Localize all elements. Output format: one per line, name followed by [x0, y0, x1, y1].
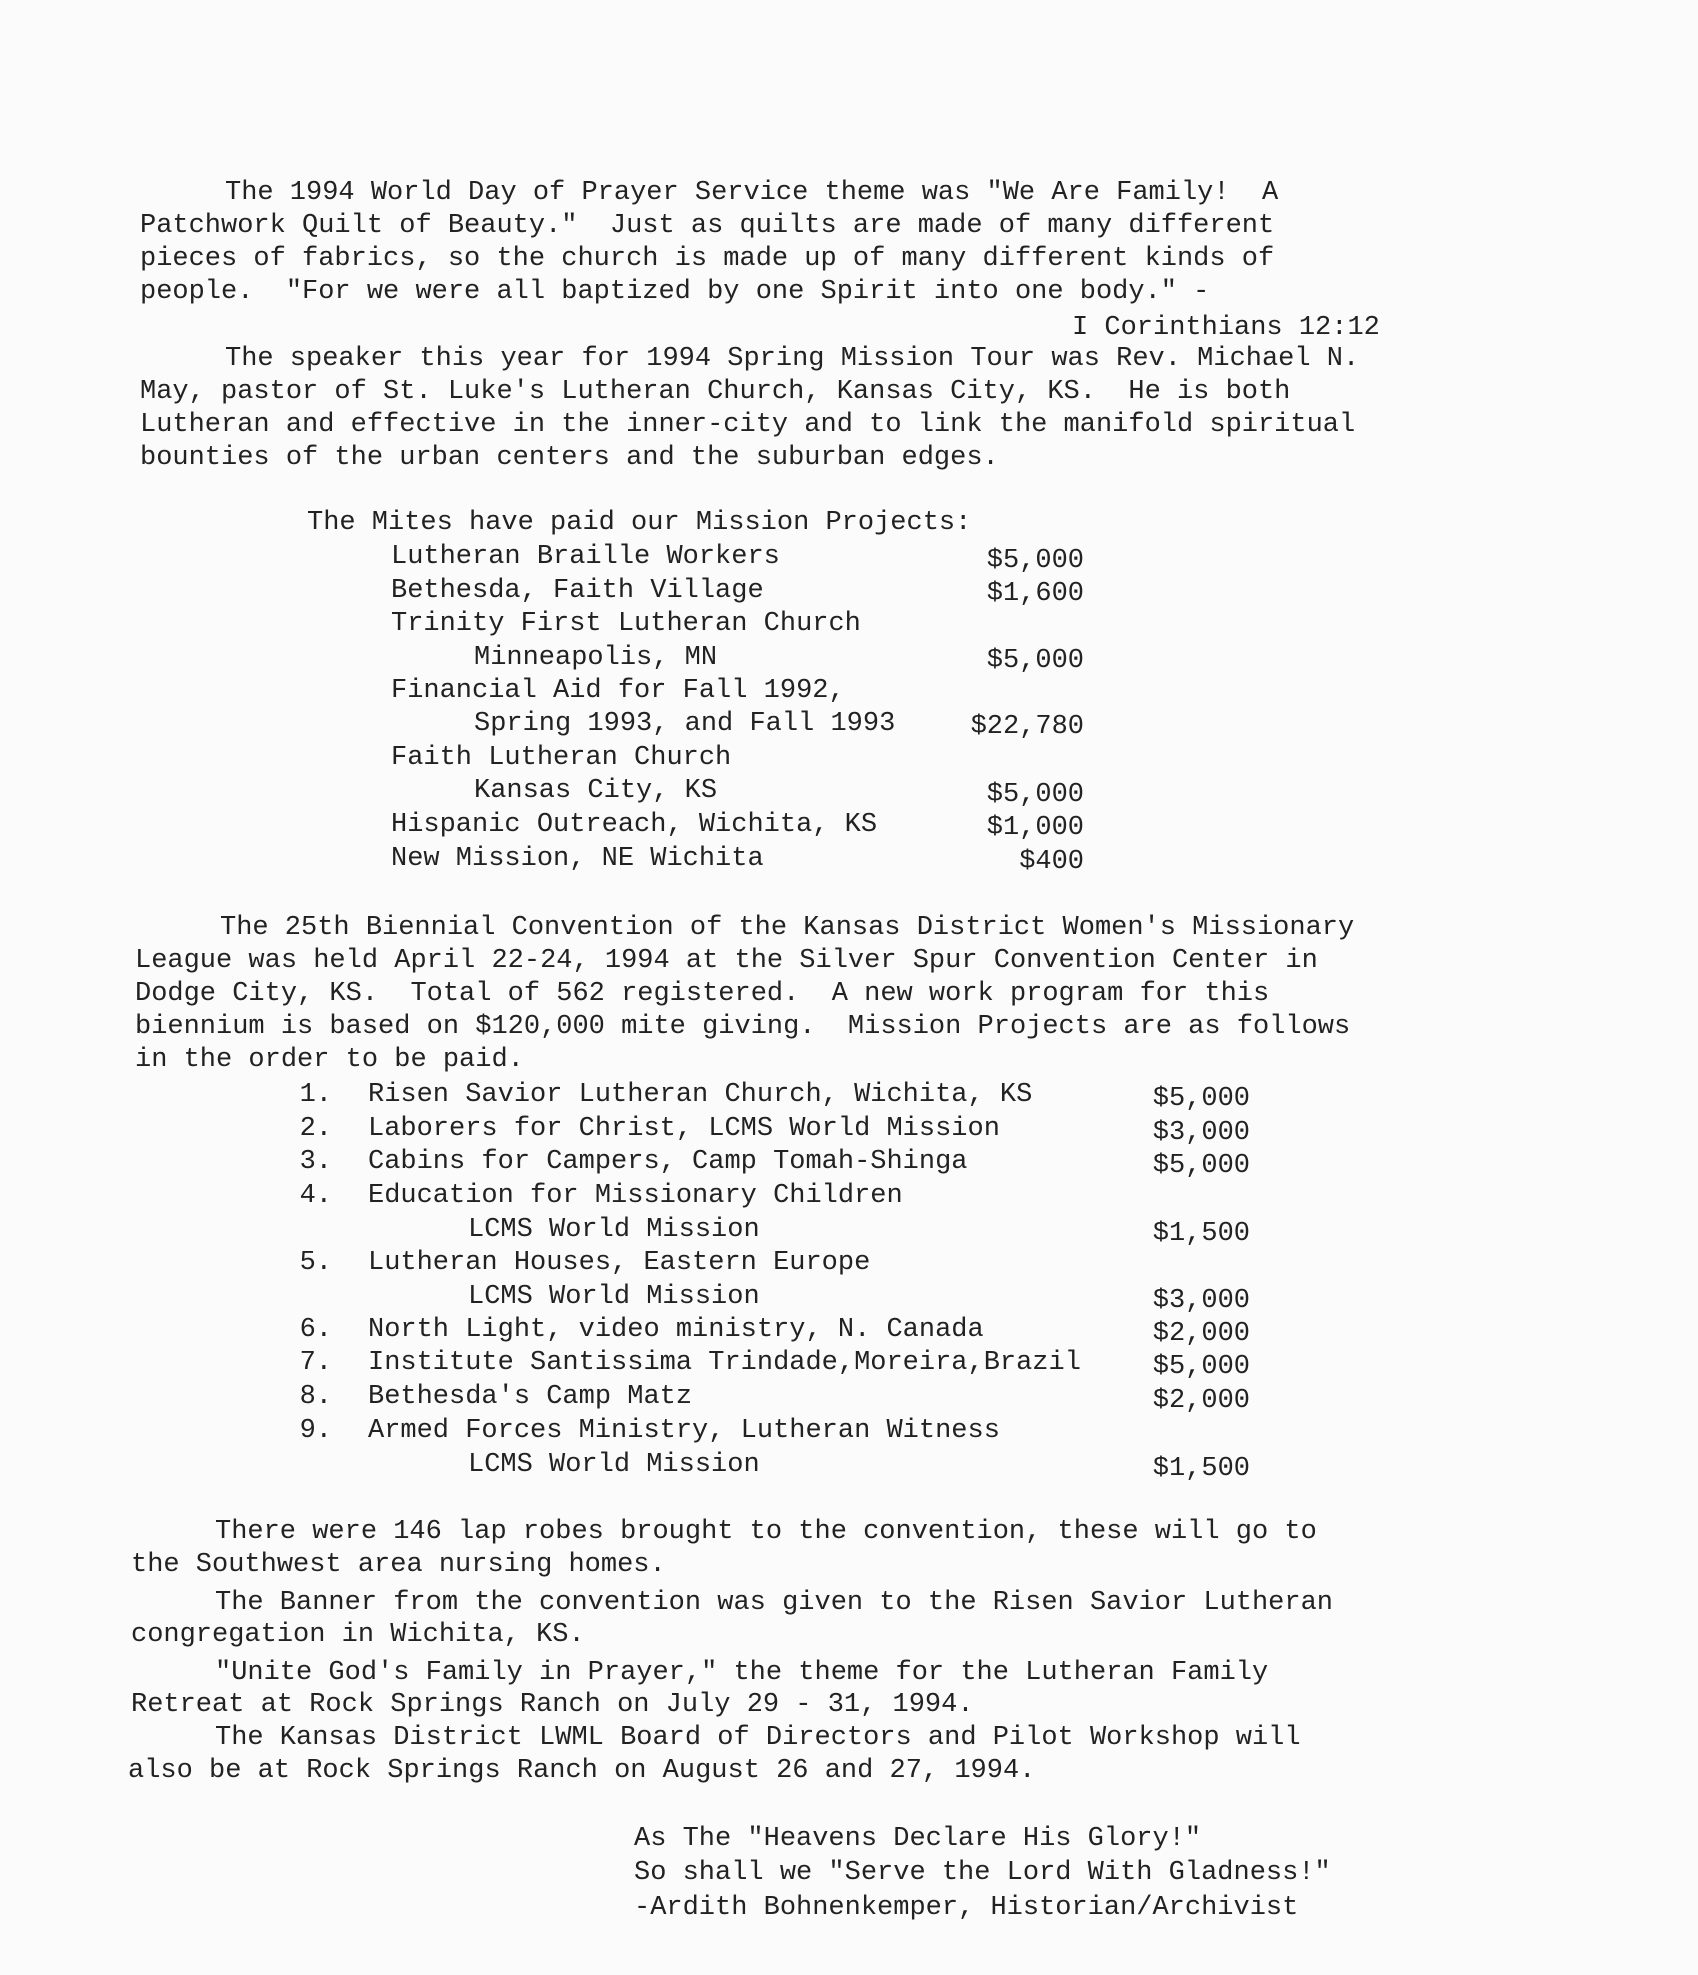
intro-line: The 1994 World Day of Prayer Service theme was "We Are Family! A	[225, 178, 1279, 208]
project-label: North Light, video ministry, N. Canada	[368, 1315, 984, 1345]
mites-item-label: Financial Aid for Fall 1992,	[391, 676, 845, 706]
project-amount: $1,500	[1152, 1454, 1250, 1484]
mites-item-label: Bethesda, Faith Village	[391, 576, 764, 606]
mites-item-sublabel: Kansas City, KS	[474, 776, 718, 806]
project-amount: $5,000	[1152, 1084, 1250, 1114]
project-number: 4.	[299, 1181, 332, 1211]
closing-line: the Southwest area nursing homes.	[131, 1550, 666, 1580]
mites-item-amount: $5,000	[986, 646, 1084, 676]
mites-item-label: Hispanic Outreach, Wichita, KS	[391, 810, 878, 840]
mites-item-label: Trinity First Lutheran Church	[391, 609, 861, 639]
scripture-citation: I Corinthians 12:12	[1072, 313, 1380, 343]
mites-item-label: New Mission, NE Wichita	[391, 844, 764, 874]
convention-line: in the order to be paid.	[135, 1045, 524, 1075]
project-number: 7.	[299, 1348, 332, 1378]
project-amount: $1,500	[1152, 1219, 1250, 1249]
project-label: Armed Forces Ministry, Lutheran Witness	[368, 1416, 1000, 1446]
mites-item-amount: $1,000	[986, 813, 1084, 843]
closing-line: Retreat at Rock Springs Ranch on July 29 - 31, 1994.	[131, 1690, 974, 1720]
project-label: Institute Santissima Trindade,Moreira,Brazil	[368, 1348, 1081, 1378]
project-amount: $3,000	[1152, 1286, 1250, 1316]
project-label: Education for Missionary Children	[368, 1181, 903, 1211]
convention-line: League was held April 22-24, 1994 at the Silver Spur Convention Center in	[135, 946, 1318, 976]
project-amount: $5,000	[1152, 1151, 1250, 1181]
project-number: 3.	[299, 1147, 332, 1177]
closing-line: "Unite God's Family in Prayer," the theme for the Lutheran Family	[215, 1658, 1269, 1688]
intro-line: people. "For we were all baptized by one Spirit into one body." -	[140, 277, 1210, 307]
mites-item-sublabel: Minneapolis, MN	[474, 643, 718, 673]
signature-author: -Ardith Bohnenkemper, Historian/Archivist	[634, 1893, 1299, 1923]
project-sublabel: LCMS World Mission	[468, 1215, 760, 1245]
project-number: 2.	[299, 1114, 332, 1144]
project-label: Risen Savior Lutheran Church, Wichita, KS	[368, 1080, 1033, 1110]
speaker-line: Lutheran and effective in the inner-city and to link the manifold spiritual	[140, 410, 1356, 440]
signature-line: As The "Heavens Declare His Glory!"	[634, 1824, 1202, 1854]
project-amount: $2,000	[1152, 1319, 1250, 1349]
mites-heading: The Mites have paid our Mission Projects:	[307, 508, 972, 538]
convention-line: biennium is based on $120,000 mite giving. Mission Projects are as follows	[135, 1012, 1351, 1042]
project-number: 8.	[299, 1382, 332, 1412]
speaker-line: bounties of the urban centers and the suburban edges.	[140, 443, 999, 473]
project-amount: $3,000	[1152, 1118, 1250, 1148]
mites-item-label: Lutheran Braille Workers	[391, 542, 780, 572]
mites-item-amount: $400	[1019, 847, 1084, 877]
project-sublabel: LCMS World Mission	[468, 1282, 760, 1312]
closing-line: The Kansas District LWML Board of Directors and Pilot Workshop will	[215, 1723, 1301, 1753]
closing-line: There were 146 lap robes brought to the convention, these will go to	[215, 1517, 1317, 1547]
mites-item-amount: $22,780	[970, 712, 1084, 742]
intro-line: pieces of fabrics, so the church is made up of many different kinds of	[140, 244, 1275, 274]
speaker-line: May, pastor of St. Luke's Lutheran Church, Kansas City, KS. He is both	[140, 377, 1291, 407]
project-number: 9.	[299, 1416, 332, 1446]
closing-line: The Banner from the convention was given to the Risen Savior Lutheran	[215, 1588, 1333, 1618]
project-number: 5.	[299, 1248, 332, 1278]
project-label: Cabins for Campers, Camp Tomah-Shinga	[368, 1147, 968, 1177]
project-number: 6.	[299, 1315, 332, 1345]
signature-line: So shall we "Serve the Lord With Gladness!"	[634, 1858, 1331, 1888]
project-amount: $5,000	[1152, 1352, 1250, 1382]
project-label: Laborers for Christ, LCMS World Mission	[368, 1114, 1000, 1144]
speaker-line: The speaker this year for 1994 Spring Mission Tour was Rev. Michael N.	[225, 344, 1360, 374]
convention-line: The 25th Biennial Convention of the Kansas District Women's Missionary	[220, 913, 1355, 943]
project-amount: $2,000	[1152, 1386, 1250, 1416]
mites-item-sublabel: Spring 1993, and Fall 1993	[474, 709, 896, 739]
project-label: Bethesda's Camp Matz	[368, 1382, 693, 1412]
closing-line: congregation in Wichita, KS.	[131, 1620, 585, 1650]
project-number: 1.	[299, 1080, 332, 1110]
closing-line: also be at Rock Springs Ranch on August 26 and 27, 1994.	[128, 1756, 1036, 1786]
mites-item-amount: $5,000	[986, 546, 1084, 576]
mites-item-amount: $1,600	[986, 579, 1084, 609]
project-label: Lutheran Houses, Eastern Europe	[368, 1248, 871, 1278]
intro-line: Patchwork Quilt of Beauty." Just as quilts are made of many different	[140, 211, 1275, 241]
mites-item-amount: $5,000	[986, 780, 1084, 810]
mites-item-label: Faith Lutheran Church	[391, 743, 732, 773]
project-sublabel: LCMS World Mission	[468, 1450, 760, 1480]
convention-line: Dodge City, KS. Total of 562 registered. A new work program for this	[135, 979, 1270, 1009]
